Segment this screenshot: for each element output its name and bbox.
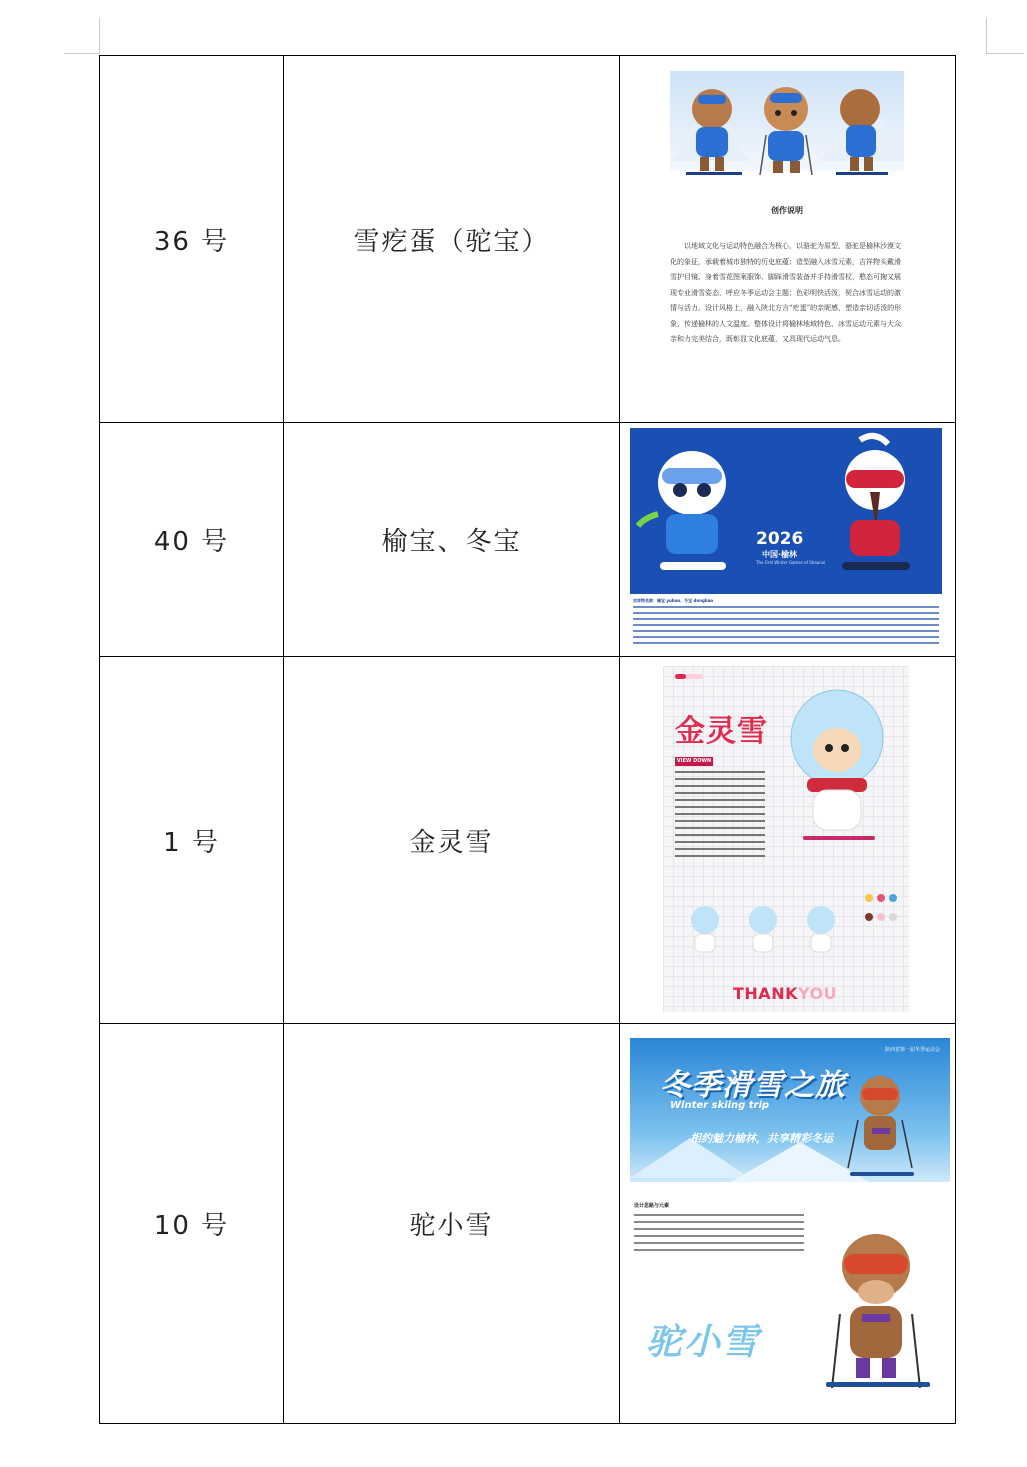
design-image-cell (620, 56, 956, 423)
mascot-pair-illustration (630, 428, 942, 594)
banner-english: Winter skiing trip (670, 1100, 770, 1111)
page-corner-mark-left-h (64, 53, 100, 54)
progress-bar (675, 674, 703, 679)
table-row (100, 423, 956, 657)
board-title: 金灵雪 (675, 714, 768, 749)
banner-title: 冬季滑雪之旅 (660, 1068, 846, 1103)
mascot-name: 雪疙蛋（驼宝） (284, 56, 620, 423)
design-board-jinlingxue (663, 666, 909, 1012)
design-image-cell (620, 423, 956, 657)
design-board-tuoxiaoxue (630, 1038, 950, 1398)
color-swatches (863, 889, 903, 927)
mascot-name-art: 驼小雪 (646, 1322, 761, 1363)
board-tag: VIEW DOWN (676, 758, 712, 764)
description-text-block (634, 1214, 804, 1256)
you-text: YOU (797, 984, 838, 1003)
entry-number: 40 号 (100, 423, 284, 657)
event-subtitle: The First Winter Games of Shaanxi (756, 560, 826, 565)
design-board-yubao-dongbao (630, 428, 942, 650)
creation-note-text: 以地域文化与运动特色融合为核心，以骆驼为原型，骆驼是榆林沙漠文化的象征，承载着城市独特的历史底蕴；造型融入冰雪元素，吉祥物头戴滑雪护目镜、身着雪花图案服饰、脚踩滑雪装备并手持滑雪杖，憨态可掬又展现专业滑雪姿态，呼应冬季运动会主题；色彩明快活泼，契合冰雪运动的激情与活力。设计风格上，融入陕北方言“疙蛋”的亲昵感，塑造亲切活泼的形象，传递榆林的人文温度。整体设计将榆林地域特色、冰雪运动元素与大众亲和力完美结合，既彰显文化底蕴，又具现代运动气息。 (670, 242, 902, 343)
description-text-block (633, 606, 939, 648)
table-row (100, 56, 956, 423)
event-city: 中国·榆林 (762, 550, 798, 559)
mascot-name: 金灵雪 (284, 657, 620, 1024)
three-view-illustration (683, 900, 843, 960)
table-row (100, 1024, 956, 1424)
page-corner-mark-right-h (986, 53, 1024, 54)
banner-slogan: 相约魅力榆林，共享精彩冬运 (690, 1132, 833, 1145)
mascot-name: 榆宝、冬宝 (284, 423, 620, 657)
entries-table (99, 55, 956, 1424)
description-text-block (675, 771, 765, 862)
event-year: 2026 (756, 529, 804, 549)
mascot-name-label: 吉祥物名称：榆宝 yubao、冬宝 dongbao (633, 598, 714, 603)
mascot-trio-illustration (670, 71, 904, 199)
thank-you-text (733, 984, 837, 1003)
design-section-title: 设计思路与元素 (634, 1203, 670, 1209)
mascot-name: 驼小雪 (284, 1024, 620, 1424)
page-corner-mark-right-v (986, 18, 987, 54)
design-board-camel-trio (670, 71, 904, 386)
thank-text: THANK (733, 984, 798, 1003)
entry-number: 1 号 (100, 657, 284, 1024)
entry-number: 36 号 (100, 56, 284, 423)
camel-skier-illustration (836, 1068, 926, 1188)
organizer-text: 陕西省第一届冬季运动会 (884, 1047, 940, 1053)
mascot-front (760, 87, 812, 175)
table-row (100, 657, 956, 1024)
creation-note-caption: 创作说明 (771, 206, 803, 215)
camel-mascot-illustration (806, 1218, 946, 1396)
monkey-mascot-illustration (763, 678, 905, 850)
design-image-cell (620, 1024, 956, 1424)
page-corner-mark-left-v (99, 18, 100, 54)
entry-number: 10 号 (100, 1024, 284, 1424)
design-image-cell (620, 657, 956, 1024)
